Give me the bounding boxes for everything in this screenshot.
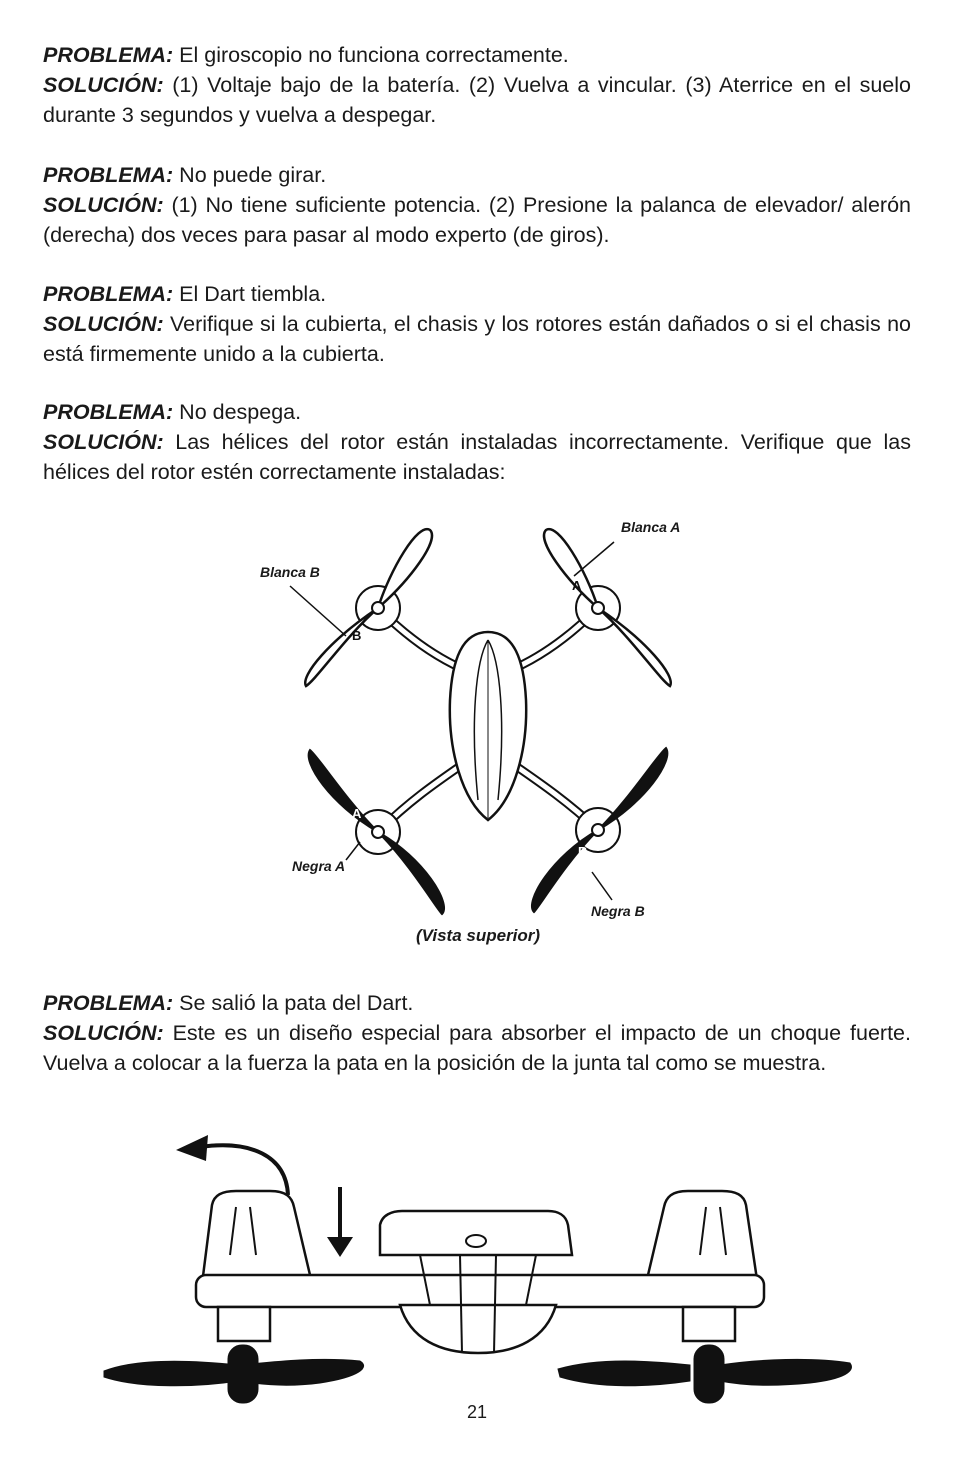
problem-text: Se salió la pata del Dart. [173, 991, 414, 1015]
blade-letter-a-black: A [352, 806, 362, 821]
label-black-a: Negra A [292, 858, 346, 874]
label-black-b: Negra B [591, 903, 645, 919]
problem-text: No puede girar. [173, 163, 327, 187]
problem-label: PROBLEMA: [43, 991, 174, 1015]
problem-label: PROBLEMA: [43, 282, 174, 306]
solution-text: (1) Voltaje bajo de la batería. (2) Vuelva a vincular. (3) Aterrice en el suelo durante 3 segundos y vuelva a despegar. [43, 73, 911, 127]
solution-label: SOLUCIÓN: [43, 73, 164, 97]
problem-text: El Dart tiembla. [173, 282, 327, 306]
solution-label: SOLUCIÓN: [43, 312, 164, 336]
solution-label: SOLUCIÓN: [43, 193, 164, 217]
arrowhead-icon [176, 1135, 208, 1161]
blade-letter-b-black: B [578, 844, 588, 859]
diagram-caption: (Vista superior) [416, 926, 541, 945]
problem-label: PROBLEMA: [43, 400, 174, 424]
troubleshoot-item-1 [43, 40, 911, 130]
label-white-a: Blanca A [621, 519, 681, 535]
page-number: 21 [466, 1402, 488, 1422]
solution-text: (1) No tiene suficiente potencia. (2) Presione la palanca de elevador/ alerón (derecha) dos veces para pasar al modo experto (de giros). [43, 193, 911, 247]
problem-text: No despega. [173, 400, 302, 424]
arrowhead-icon [327, 1237, 353, 1257]
quadcopter-top-view-diagram [0, 500, 954, 970]
troubleshoot-item-2 [43, 160, 911, 250]
troubleshoot-item-5 [43, 988, 911, 1078]
blade-letter-b: B [352, 628, 362, 643]
troubleshoot-item-4 [43, 397, 911, 487]
solution-label: SOLUCIÓN: [43, 1021, 164, 1045]
problem-label: PROBLEMA: [43, 163, 174, 187]
solution-text: Las hélices del rotor están instaladas incorrectamente. Verifique que las hélices del rotor estén correctamente instaladas: [43, 430, 911, 484]
problem-text: El giroscopio no funciona correctamente. [173, 43, 569, 67]
solution-label: SOLUCIÓN: [43, 430, 164, 454]
troubleshoot-item-3 [43, 279, 911, 369]
blade-letter-a: A [572, 578, 582, 593]
quadcopter-side-view-diagram [0, 1125, 954, 1415]
problem-label: PROBLEMA: [43, 43, 174, 67]
solution-text: Este es un diseño especial para absorber el impacto de un choque fuerte. Vuelva a colocar a la fuerza la pata en la posición de la junta tal como se muestra. [43, 1021, 911, 1075]
solution-text: Verifique si la cubierta, el chasis y los rotores están dañados o si el chasis no está firmemente unido a la cubierta. [43, 312, 911, 366]
label-white-b: Blanca B [260, 564, 320, 580]
